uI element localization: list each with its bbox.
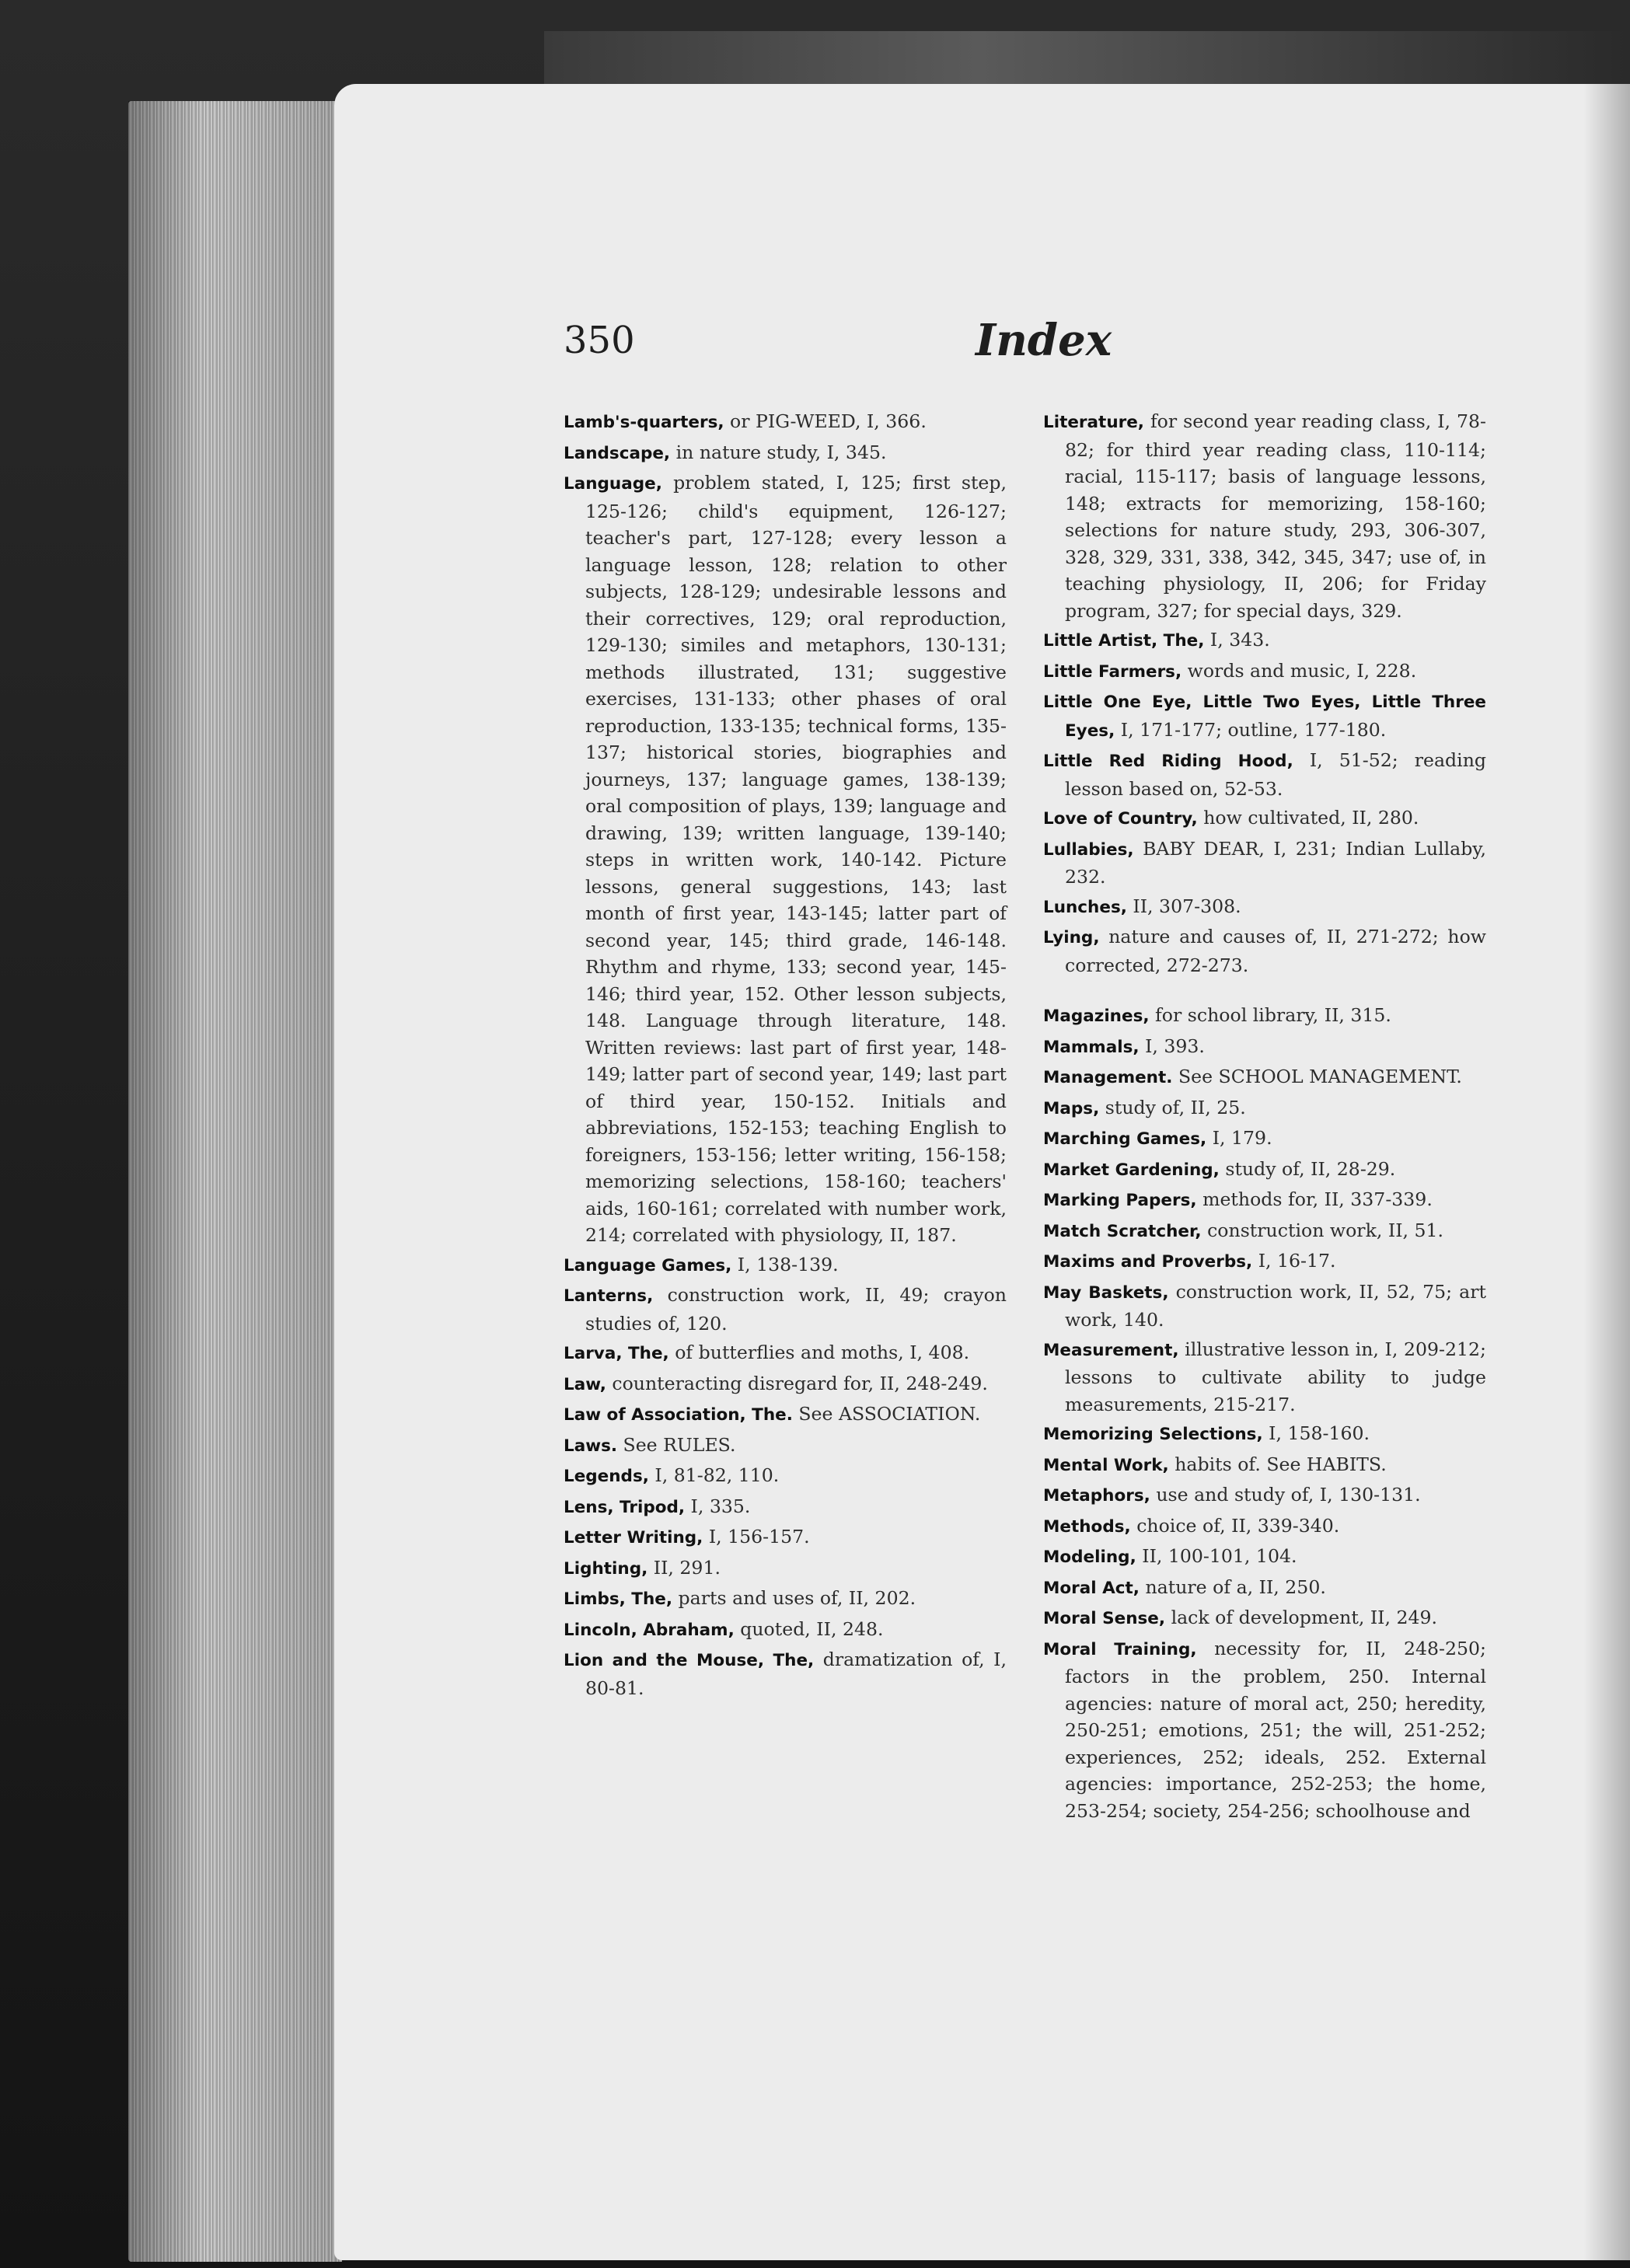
entry-text: habits of. See HABITS. (1175, 1453, 1387, 1475)
entry-text: for second year reading class, I, 78-82; for third year reading class, 110-114; racial, 115-117; basis of language lessons, 148; extracts for memorizing, 158-160; selections for nature study, 293, 306-307, 328, 329, 331, 338, 342, 345, 347; use of, in teaching physiology, II, 206; for Friday program, 327; for special days, 329. (1065, 410, 1487, 622)
entry-text: BABY DEAR, I, 231; Indian Lullaby, 232. (1065, 837, 1486, 888)
entry-headword: Memorizing Selections, (1043, 1425, 1263, 1444)
index-entry (1043, 1279, 1486, 1334)
entry-headword: Match Scratcher, (1043, 1221, 1202, 1241)
index-entry (564, 1401, 1007, 1429)
entry-text: See RULES. (623, 1433, 736, 1456)
index-entry (564, 1554, 1007, 1583)
entry-text: words and music, I, 228. (1187, 659, 1417, 682)
entry-text: or PIG-WEED, I, 366. (730, 410, 927, 432)
index-entry (1043, 1033, 1486, 1062)
entry-text: I, 156-157. (708, 1526, 810, 1547)
index-entry (564, 1523, 1007, 1552)
entry-text: II, 307-308. (1133, 895, 1241, 917)
entry-text: necessity for, II, 248-250; factors in the problem, 250. Internal agencies: nature of moral act, 250; heredity, 250-251; emotions, 251; the will, 251-252; experiences, 252; ideals, 252. External agencies: importance, 252-253; the home, 253-254; society, 254-256; schoolhouse and (1065, 1637, 1486, 1822)
entry-headword: Little Artist, The, (1043, 631, 1205, 651)
entry-text: in nature study, I, 345. (675, 441, 887, 463)
entry-headword: Lighting, (564, 1558, 648, 1579)
index-entry (1043, 1420, 1486, 1449)
entry-headword: Lincoln, Abraham, (564, 1620, 735, 1640)
index-entry (564, 1432, 1007, 1460)
entry-headword: Market Gardening, (1043, 1160, 1220, 1180)
index-entry (1043, 626, 1486, 655)
entry-text: nature of a, II, 250. (1145, 1575, 1326, 1598)
entry-text: problem stated, I, 125; first step, 125-126; child's equipment, 126-127; teacher's part, 127-128; every lesson a language lesson, 128; relation to other subjects, 128-129; undesirable lessons and their correctives, 129; oral reproduction, 129-130; similes and metaphors, 130-131; methods illustrated, 131; suggestive exercises, 131-133; other phases of oral reproduction, 133-135; technical forms, 135-137; historical stories, biographies and journeys, 137; language games, 138-139; oral composition of plays, 139; language and drawing, 139; written language, 139-140; steps in written work, 140-142. Picture lessons, general suggestions, 143; last month of first year, 143-145; latter part of second year, 145; third grade, 146-148. Rhythm and rhyme, 133; second year, 145-146; third year, 152. Other lesson subjects, 148. Language through literature, 148. Written reviews: last part of first year, 148-149; latter part of second year, 149; last part of third year, 150-152. Initials and abbreviations, 152-153; teaching English to foreigners, 153-156; letter writing, 156-158; memorizing selections, 158-160; teachers' aids, 160-161; correlated with number work, 214; correlated with physiology, II, 187. (585, 472, 1007, 1246)
entry-text: methods for, II, 337-339. (1202, 1188, 1433, 1210)
index-column-right (1043, 408, 1486, 1827)
index-entry (1043, 1513, 1486, 1541)
entry-headword: Laws. (564, 1436, 618, 1456)
entry-text: I, 335. (690, 1495, 751, 1517)
index-entry (1043, 1543, 1486, 1572)
index-entry (564, 1646, 1007, 1701)
entry-text: lack of development, II, 249. (1171, 1607, 1438, 1628)
index-entry (1043, 1156, 1486, 1185)
entry-headword: Little Farmers, (1043, 661, 1182, 682)
entry-text: for school library, II, 315. (1155, 1004, 1391, 1026)
entry-headword: Lens, Tripod, (564, 1497, 686, 1517)
entry-text: how cultivated, II, 280. (1203, 807, 1419, 829)
entry-text: study of, II, 28-29. (1225, 1157, 1396, 1180)
entry-text: See SCHOOL MANAGEMENT. (1178, 1066, 1462, 1087)
index-entry (564, 469, 1007, 1249)
entry-headword: Language, (564, 474, 662, 494)
entry-headword: Law, (564, 1374, 606, 1394)
entry-text: construction work, II, 52, 75; art work, 140. (1065, 1280, 1486, 1331)
entry-text: I, 393. (1145, 1035, 1205, 1057)
entry-headword: Lamb's-quarters, (564, 413, 724, 432)
index-entry (1043, 1481, 1486, 1510)
index-entry (1043, 408, 1486, 624)
entry-headword: Little Red Riding Hood, (1043, 752, 1293, 771)
entry-text: I, 343. (1209, 629, 1270, 651)
index-entry (564, 1462, 1007, 1491)
entry-headword: Language Games, (564, 1255, 732, 1275)
page-number: 350 (564, 319, 635, 362)
index-entry (1043, 1186, 1486, 1215)
index-entry (1043, 1336, 1486, 1418)
entry-headword: Lunches, (1043, 897, 1127, 917)
entry-headword: Literature, (1043, 413, 1144, 432)
entry-headword: Letter Writing, (564, 1528, 703, 1547)
entry-text: dramatization of, I, 80-81. (585, 1649, 1007, 1699)
entry-headword: Metaphors, (1043, 1486, 1150, 1506)
entry-text: nature and causes of, II, 271-272; how corrected, 272-273. (1065, 926, 1486, 976)
index-column-left (564, 408, 1007, 1704)
entry-headword: Landscape, (564, 443, 671, 463)
entry-text: of butterflies and moths, I, 408. (675, 1342, 970, 1363)
index-entry (564, 408, 1007, 437)
entry-text: I, 171-177; outline, 177-180. (1120, 718, 1387, 741)
index-entry (1043, 1002, 1486, 1031)
entry-headword: Moral Training, (1043, 1639, 1197, 1659)
entry-headword: Modeling, (1043, 1547, 1136, 1567)
index-entry (564, 1370, 1007, 1399)
index-entry (1043, 1451, 1486, 1480)
index-entry (1043, 1574, 1486, 1603)
page-title: Index (976, 315, 1112, 366)
entry-text: II, 100-101, 104. (1142, 1545, 1297, 1567)
entry-headword: Lying, (1043, 928, 1100, 947)
index-entry (1043, 1094, 1486, 1123)
entry-text: I, 16-17. (1258, 1250, 1336, 1272)
index-entry (1043, 1604, 1486, 1633)
entry-headword: Maxims and Proverbs, (1043, 1252, 1253, 1272)
entry-headword: Mental Work, (1043, 1455, 1169, 1475)
index-entry (1043, 747, 1486, 802)
entry-headword: Lanterns, (564, 1286, 654, 1306)
entry-text: choice of, II, 339-340. (1136, 1514, 1340, 1537)
entry-text: construction work, II, 49; crayon studies of, 120. (585, 1284, 1007, 1335)
index-entry (1043, 923, 1486, 979)
index-entry (1043, 1635, 1486, 1825)
index-entry (1043, 658, 1486, 686)
index-entry (1043, 1247, 1486, 1276)
index-entry (1043, 1125, 1486, 1153)
index-entry (1043, 688, 1486, 745)
entry-headword: May Baskets, (1043, 1282, 1169, 1303)
index-entry (1043, 1217, 1486, 1246)
index-entry (564, 1251, 1007, 1280)
entry-text: illustrative lesson in, I, 209-212; lessons to cultivate ability to judge measurements, 215-217. (1065, 1338, 1487, 1415)
page-gutter-shadow (1583, 84, 1630, 2260)
entry-text: use and study of, I, 130-131. (1156, 1484, 1421, 1506)
index-entry (1043, 836, 1486, 891)
index-entry (564, 1616, 1007, 1645)
entry-text: counteracting disregard for, II, 248-249. (612, 1372, 988, 1394)
entry-headword: Limbs, The, (564, 1589, 673, 1609)
entry-text: construction work, II, 51. (1207, 1219, 1444, 1241)
entry-headword: Law of Association, The. (564, 1405, 793, 1425)
entry-headword: Mammals, (1043, 1037, 1140, 1057)
entry-headword: Measurement, (1043, 1340, 1179, 1360)
entry-text: I, 138-139. (737, 1253, 839, 1275)
entry-text: II, 291. (653, 1556, 721, 1579)
entry-text: parts and uses of, II, 202. (678, 1587, 916, 1609)
index-entry (1043, 893, 1486, 922)
entry-headword: Marking Papers, (1043, 1191, 1197, 1210)
index-entry (1043, 804, 1486, 833)
entry-text: quoted, II, 248. (740, 1617, 884, 1640)
index-entry (564, 1339, 1007, 1368)
index-entry (1043, 1063, 1486, 1092)
entry-headword: Lullabies, (1043, 839, 1134, 860)
index-entry (564, 1493, 1007, 1522)
entry-headword: Legends, (564, 1467, 649, 1486)
entry-headword: Maps, (1043, 1098, 1100, 1118)
entry-headword: Little One Eye, Little Two Eyes, Little Three Eyes, (1043, 693, 1486, 741)
entry-headword: Marching Games, (1043, 1129, 1207, 1149)
entry-headword: Magazines, (1043, 1007, 1150, 1026)
entry-text: I, 158-160. (1269, 1422, 1370, 1444)
book-page-edges-shade (128, 101, 342, 2262)
entry-text: See ASSOCIATION. (798, 1403, 981, 1425)
index-entry (564, 439, 1007, 468)
index-entry (564, 1282, 1007, 1337)
entry-text: study of, II, 25. (1105, 1096, 1246, 1118)
entry-headword: Methods, (1043, 1516, 1131, 1537)
entry-text: I, 81-82, 110. (654, 1464, 780, 1486)
entry-text: I, 51-52; reading lesson based on, 52-53. (1065, 749, 1487, 800)
entry-headword: Larva, The, (564, 1344, 669, 1363)
entry-headword: Management. (1043, 1068, 1173, 1087)
entry-text: I, 179. (1212, 1127, 1272, 1149)
entry-headword: Lion and the Mouse, The, (564, 1651, 815, 1670)
entry-headword: Moral Act, (1043, 1578, 1140, 1598)
entry-headword: Moral Sense, (1043, 1609, 1166, 1628)
index-entry (564, 1585, 1007, 1614)
entry-headword: Love of Country, (1043, 809, 1198, 829)
